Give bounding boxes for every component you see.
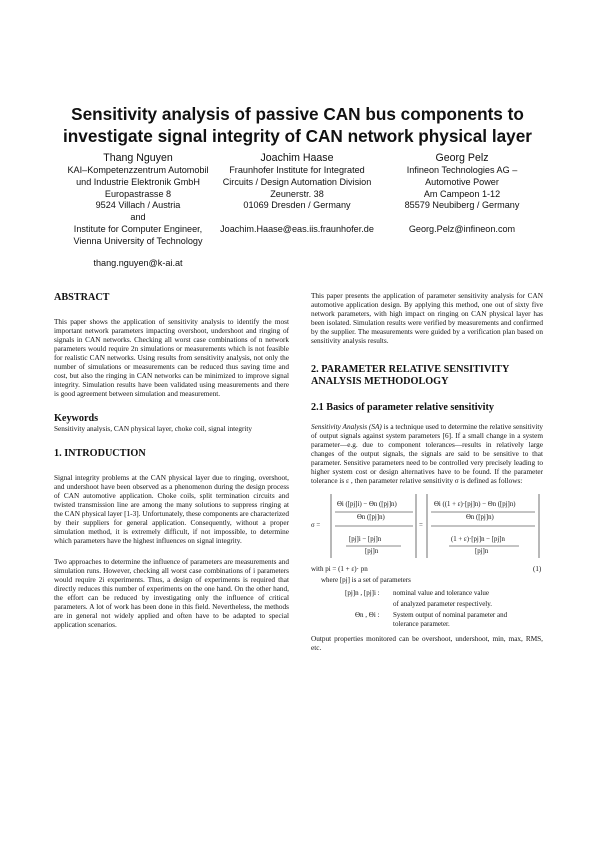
definition-2-key: Θn , Θi :: [355, 611, 380, 619]
author-affiliation-line: Fraunhofer Institute for Integrated: [229, 165, 365, 175]
sensitivity-formula: [311, 492, 543, 626]
author-name: Joachim Haase: [260, 152, 334, 164]
formula-numerator-1: Θi ([pj]i) − Θn ([pj]n): [337, 501, 397, 508]
author-affiliation-line: and: [130, 212, 146, 223]
author-affiliation-line: KAI–Kompetenzzentrum Automobil: [67, 165, 209, 175]
abstract-heading: ABSTRACT: [54, 292, 110, 303]
sensitivity-text: is a technique used to determine the relative sensitivity of output signals against system parameters [6]. If a small change in a system parameter—e.g. due to component tolerances—results in relatively large changes of the output signals, the signals are said to be sensitive to that parameter. Sensitive parameters need to be controlled very precisely leading to higher system cost or design alternatives have to be found. If the parameter tolerance is ε , then parameter relative sensitivity σ is defined as follows:: [311, 423, 543, 485]
author-name: Georg Pelz: [435, 152, 489, 164]
author-affiliation-line: 9524 Villach / Austria: [95, 200, 181, 211]
formula-denominator-1b: [pj]n: [365, 548, 379, 555]
author-affiliation-line: Infineon Technologies AG –: [406, 165, 518, 175]
formula-where-line: where [pj] is a set of parameters: [321, 576, 411, 584]
section-2-heading: 2. PARAMETER RELATIVE SENSITIVITY ANALYSIS METHODOLOGY: [311, 364, 509, 387]
author-affiliation-line: Europastrasse 8: [104, 188, 172, 199]
keywords-heading: Keywords: [54, 413, 99, 424]
author-block-1: [48, 152, 228, 269]
formula-sigma: σ =: [311, 522, 321, 529]
definition-1-value-cont: of analyzed parameter respectively.: [393, 600, 493, 608]
abstract-text: This paper shows the application of sensitivity analysis to identify the most important network parameters impacting overshoot, undershoot and ringing of signals in CAN networks. Checking all worst case combinations of n network parameters would require 2n simulations or measurements which is not feasible for realistic CAN networks. Using results from sensitivity analysis, not only the number of simulations or measurements can be reduced thus saving time and cost, but also the ringing in CAN networks can be minimized to improve signal integrity. Simulation results have been validated using measurements and there is good agreement between simulation and measurement.: [54, 318, 289, 398]
intro-heading: 1. INTRODUCTION: [54, 448, 146, 459]
author-affiliation-line: Vienna University of Technology: [73, 235, 203, 246]
formula-numerator-2b: (1 + ε)·[pj]n − [pj]n: [451, 536, 505, 543]
intro-paragraph-2: Two approaches to determine the influence of parameters are measurements and simulation runs. However, checking all worst case combinations of i parameters would require 2i experiments. Thus, a design of experiments is required that directly reduces this number of experiments on the one hand. On the other hand, the effort can be reduced by investigating only the influence of critical parameters. A lot of work has been done in this field. Nevertheless, the methods are in general not widely applied and often have to be adapted to special application scenarios.: [54, 558, 289, 629]
equation-number: (1): [533, 565, 542, 573]
author-affiliation-line: Am Campeon 1-12: [423, 188, 501, 199]
definition-2-value: System output of nominal parameter and: [393, 611, 508, 619]
output-properties-text: Output properties monitored can be overshoot, undershoot, min, max, RMS, etc.: [311, 635, 543, 652]
author-email: Joachim.Haase@eas.iis.fraunhofer.de: [220, 224, 374, 235]
right-column: [311, 292, 543, 653]
sensitivity-paragraph: [311, 423, 543, 486]
right-paragraph-1: This paper presents the application of parameter sensitivity analysis for CAN automotive application design. By applying this method, one out of sixty five network parameters, with high impact on ringing on CAN physical layer has been isolated. Simulation results were verified by measurements and confirmed by the supplier. The measurements were guided by a verification plan based on sensitivity analysis results.: [311, 292, 543, 345]
author-name: Thang Nguyen: [103, 152, 173, 164]
author-affiliation-line: 01069 Dresden / Germany: [243, 200, 351, 211]
intro-paragraph-1: Signal integrity problems at the CAN physical layer due to ringing, overshoot, and undershoot have been observed as a phenomenon during the design process of CAN automotive application. Choke coils, split termination circuits and twisted transmission line are among the many solutions to suppress ringing at the CAN physical layer [1-3]. Unfortunately, these components are characterized by their suppliers for general application. Consequently, without a proper simulation method, it is extremely difficult, if not impossible, to determine which parameters have the highest influences on signal integrity.: [54, 474, 289, 545]
author-affiliation-line: Zeunerstr. 38: [270, 188, 324, 199]
author-block-2: [212, 152, 382, 236]
author-block-3: [378, 152, 546, 236]
formula-denominator-2b: [pj]n: [475, 548, 489, 555]
definition-1-key: [pj]n , [pj]i :: [345, 589, 380, 597]
formula-numerator-2: Θi ((1 + ε)·[pj]n) − Θn ([pj]n): [434, 501, 516, 508]
author-email: Georg.Pelz@infineon.com: [408, 224, 516, 235]
sensitivity-term: Sensitivity Analysis (SA): [311, 423, 382, 431]
definition-2-value-cont: tolerance parameter.: [393, 620, 450, 628]
section-2-1-heading: 2.1 Basics of parameter relative sensitivity: [311, 402, 494, 413]
author-affiliation-line: 85579 Neubiberg / Germany: [404, 200, 520, 211]
formula-with-line: with pi = (1 + ε)· pn: [311, 565, 368, 573]
author-affiliation-line: und Industrie Elektronik GmbH: [76, 176, 200, 187]
author-affiliation-line: Circuits / Design Automation Division: [222, 176, 372, 187]
author-email: thang.nguyen@k-ai.at: [93, 257, 183, 268]
formula-denominator-1: Θn ([pj]n): [357, 514, 385, 521]
author-affiliation-line: Institute for Computer Engineer,: [73, 223, 203, 234]
left-column: [54, 292, 289, 630]
author-affiliation-line: Automotive Power: [425, 176, 499, 187]
formula-denominator-2: Θn ([pj]n): [466, 514, 494, 521]
formula-numerator-1b: [pj]i − [pj]n: [349, 536, 382, 543]
paper-title: Sensitivity analysis of passive CAN bus components to investigate signal integrity of CAN network physical layer: [63, 104, 532, 146]
keywords-text: Sensitivity analysis, CAN physical layer, choke coil, signal integrity: [54, 425, 253, 433]
formula-equals: =: [419, 522, 423, 529]
definition-1-value: nominal value and tolerance value: [393, 589, 490, 597]
